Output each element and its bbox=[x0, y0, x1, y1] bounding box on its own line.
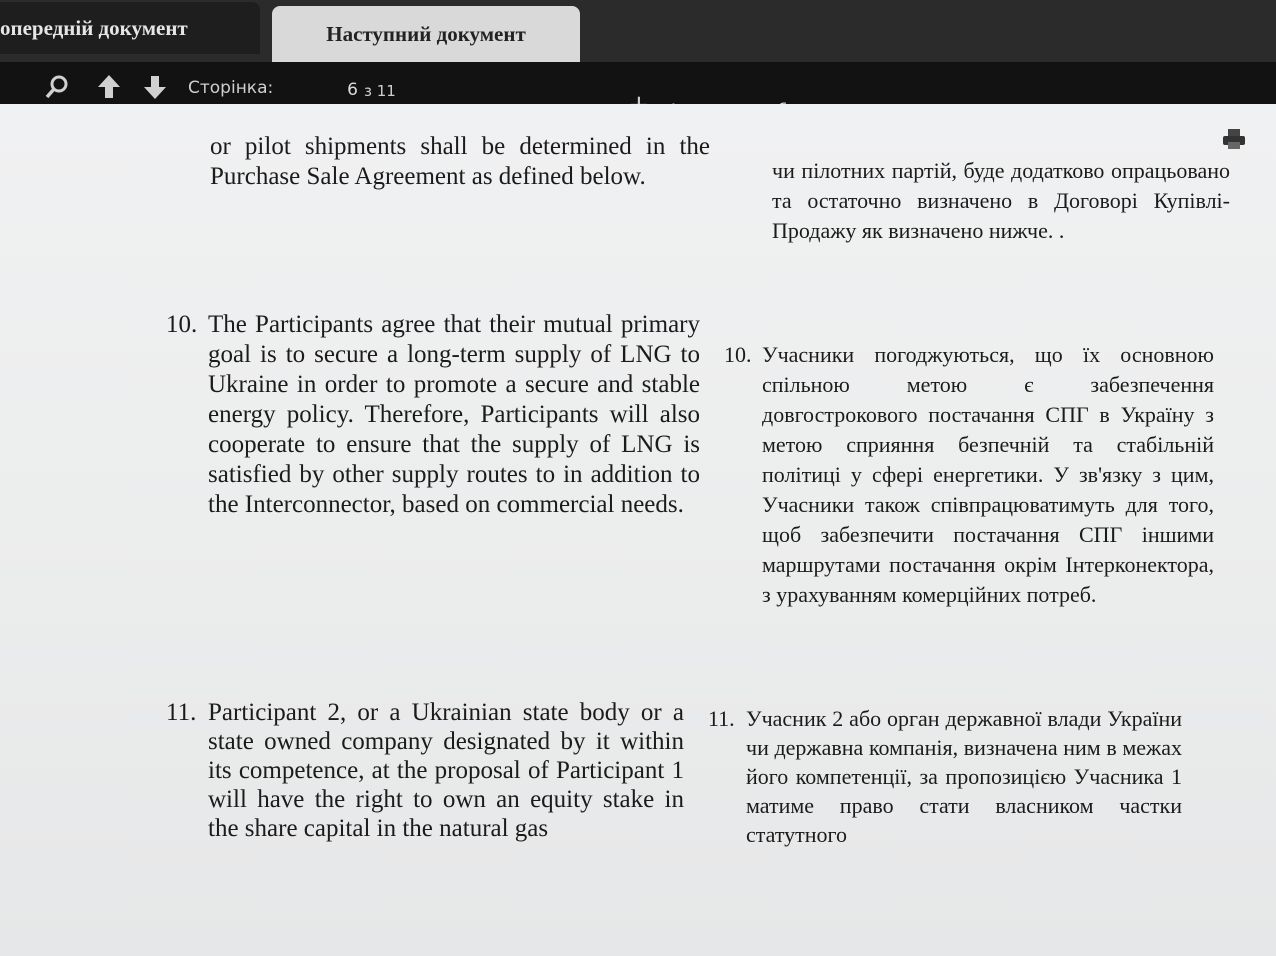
clause-text: The Participants agree that their mutual primary goal is to secure a long-term supply of LNG to Ukraine in order to promote a secure and stable energy policy. Therefore, Participants will also cooperate to ensure that the supply of LNG is satisfied by other supply routes to in addition to the Interconnector, based on commercial needs. bbox=[208, 311, 700, 518]
continued-paragraph-en: or pilot shipments shall be determined in the Purchase Sale Agreement as defined below. bbox=[210, 133, 710, 190]
clause-11-uk bbox=[708, 704, 1182, 849]
arrow-up-icon[interactable] bbox=[94, 72, 124, 102]
page-number-input[interactable] bbox=[312, 76, 360, 104]
clause-number: 11. bbox=[166, 699, 197, 726]
document-page bbox=[0, 104, 1276, 956]
next-document-tab[interactable] bbox=[272, 6, 580, 62]
page-total: з 11 bbox=[364, 82, 396, 100]
clause-number: 11. bbox=[708, 706, 735, 731]
search-icon[interactable] bbox=[42, 72, 72, 102]
clause-number: 10. bbox=[724, 342, 752, 367]
previous-document-label: опередній документ bbox=[0, 15, 188, 40]
continued-paragraph-uk: чи пілотних партій, буде додатково опрацьовано та остаточно визначено в Договорі Купівлі-Продажу як визначено нижче. . bbox=[772, 158, 1230, 243]
clause-text: Participant 2, or a Ukrainian state body or a state owned company designated by it within its competence, at the proposal of Participant 1 will have the right to own an equity stake in the share capital in the natural gas bbox=[208, 699, 684, 842]
clause-text: Учасник 2 або орган державної влади України чи державна компанія, визначена ним в межах його компетенції, за пропозицією Учасника 1 матиме право стати власником частки статутного bbox=[746, 706, 1182, 847]
arrow-down-icon[interactable] bbox=[140, 72, 170, 102]
next-document-label: Наступний документ bbox=[326, 21, 526, 46]
previous-document-tab[interactable] bbox=[0, 2, 260, 54]
clause-number: 10. bbox=[166, 311, 198, 338]
clause-11-en bbox=[166, 698, 684, 843]
clause-10-uk bbox=[724, 340, 1214, 610]
clause-text: Учасники погоджуються, що їх основною спільною метою є забезпечення довгострокового постачання СПГ в Україну з метою сприяння безпечній та стабільній політиці у сфері енергетики. У зв'язку з цим, Учасники також співпрацюватимуть для того, щоб забезпечити постачання СПГ іншими маршрутами постачання окрім Інтерконектора, з урахуванням комерційних потреб. bbox=[762, 342, 1214, 607]
tab-bar bbox=[0, 0, 1276, 62]
page-label: Сторінка: bbox=[188, 78, 274, 98]
print-icon[interactable] bbox=[1222, 128, 1246, 150]
clause-10-en bbox=[166, 310, 700, 520]
